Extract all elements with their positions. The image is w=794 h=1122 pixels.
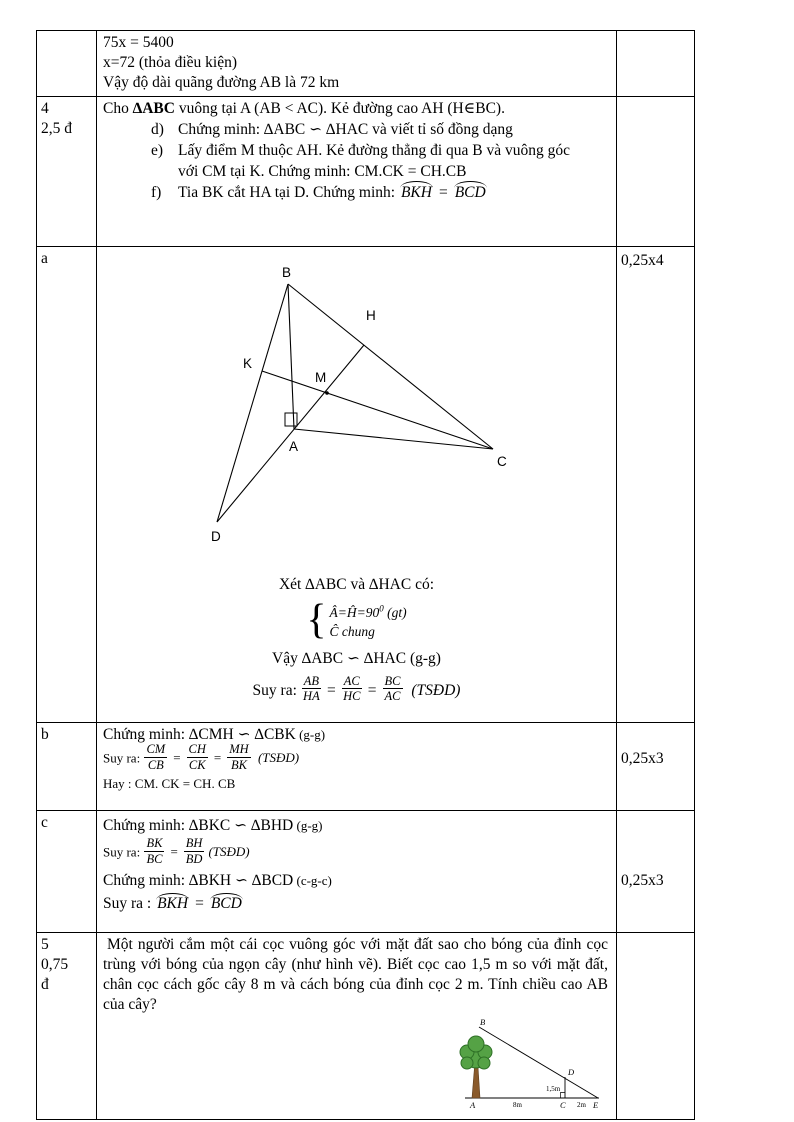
answer-key-table [36,30,695,1120]
label-b: B [282,265,292,280]
gg-note: (g-g) [293,818,323,833]
equals-sign: = [213,750,222,766]
canopy-blob [461,1057,473,1069]
label-dist-2m: 2m [577,1101,586,1109]
label-c: C [497,454,507,469]
score-value: 0,25x3 [621,872,664,889]
question5-text: Một người cắm một cái cọc vuông góc với mặt đất sao cho bóng của đỉnh cọc trùng với bóng của ngọn cây (như hình vẽ). Biết cọc cao 1,5 m so với mặt đất, chân cọc cách gốc cây 8 m và cách bóng của đỉnh cọc 2 m. Tính chiều cao AB của cây? [103,936,608,1013]
gg-note: (g-g) [295,727,326,742]
label-h: H [366,308,376,323]
part-label: c [41,814,48,831]
item-d [151,119,610,140]
tsdd-note: (TSĐD) [257,750,300,766]
fraction [382,675,404,704]
cell-question5-number [37,933,97,1120]
numerator: CM [146,742,166,756]
fraction [226,743,251,772]
question-points-unit: đ [41,976,49,993]
fraction [143,837,165,866]
question4-intro [103,99,610,119]
angle-bkh [155,894,190,914]
fraction [143,743,168,772]
item-d-label: d) [151,121,164,138]
label-m: M [315,370,327,385]
equals-sign: = [367,681,377,699]
angle-letters: BKH [157,895,189,912]
label-b: B [480,1017,486,1027]
angle-letters: BCD [454,184,486,201]
item-f-pre: Tia BK cắt HA tại D. Chứng minh: [178,184,399,201]
cell-part-a-score [617,247,695,723]
label-a: A [470,1100,476,1110]
triangle-hac: ∆HAC [363,649,407,667]
cell-part-b-score [617,723,695,811]
similar-symbol: ∽ [237,726,251,743]
score-value: 0,25x3 [621,750,664,767]
proof-line-1 [103,816,610,836]
angle-letters: BKH [400,184,432,201]
numerator: MH [229,742,249,756]
item-e-text: Lấy điểm M thuộc AH. Kẻ đường thẳng đi qua B và vuông góc với CM tại K. Chứng minh: CM.CK = CH.CB [178,142,570,180]
label-k: K [243,356,253,371]
equation-line: 75x = 5400 [103,34,174,51]
row-part-c [37,811,695,933]
conclusion-line: Vậy độ dài quãng đường AB là 72 km [103,74,340,91]
numerator: AC [343,673,360,688]
cell-part-a-content [97,247,617,723]
superscript-zero: 0 [379,603,384,613]
denominator: BK [231,757,247,772]
tsdd-note: (TSĐD) [208,844,250,860]
item-f-label: f) [151,184,162,201]
suyra-prefix: Suy ra: [252,681,301,699]
tree-canopy [460,1036,492,1069]
numerator: BH [185,836,203,850]
item-d-text [178,119,570,140]
row-part-a [37,247,695,723]
numerator: BC [384,673,401,688]
vay-line [103,649,610,669]
canopy-blob [478,1057,490,1069]
triangle-hac: ∆HAC [326,121,369,138]
equals-sign: = [173,750,181,766]
label-d: D [211,529,221,544]
canopy-blob [468,1036,484,1052]
suyra-line [103,673,610,706]
label-a: A [289,439,299,454]
item-d-pre: Chứng minh: [178,121,264,138]
right-angle-marker [561,1093,566,1099]
question-points: 2,5 đ [41,120,72,137]
triangle-bhd: ∆BHD [251,817,294,834]
item-e [151,140,610,182]
cm-prefix: Chứng minh: [103,726,189,743]
label-e: E [593,1100,599,1110]
case-line-2: Ĉ chung [329,623,375,639]
cell-score-empty [617,933,695,1120]
row-part-b [37,723,695,811]
xet-mid: và [346,576,369,593]
line-bd [217,284,288,522]
ratio-line [103,742,610,774]
cell-part-b-content [97,723,617,811]
item-f-text [178,182,570,203]
cm-prefix: Chứng minh: [103,872,189,889]
cell-part-c-score [617,811,695,933]
conclusion-line: Hay : CM. CK = CH. CB [103,776,236,791]
cell-part-c-label [37,811,97,933]
cell-score-empty [617,97,695,247]
cell-question4-number [37,97,97,247]
triangle-bkc: ∆BKC [188,817,231,834]
line-bc [288,284,493,449]
cell-question5-content [97,933,617,1120]
angle-letters: BCD [210,895,242,912]
similar-symbol: ∽ [234,817,248,834]
cases-line [103,596,610,643]
xet-line [103,575,610,595]
denominator: HA [303,689,320,703]
equals-sign: = [327,681,336,699]
suyra-prefix: Suy ra: [103,750,144,766]
item-d-post: và viết tỉ số đồng dạng [368,121,513,138]
tree-shadow-figure [453,1017,603,1111]
cell-part-a-label [37,247,97,723]
question-number: 4 [41,100,49,117]
triangle-abc: ∆ABC [305,576,347,593]
triangle-figure [173,259,573,551]
system-of-conditions [306,596,407,643]
cases-body [327,599,407,641]
triangle-hac: ∆HAC [368,576,412,593]
row-question5 [37,933,695,1120]
fraction [183,837,206,866]
angle-bcd [209,894,244,914]
triangle-bkh: ∆BKH [188,872,232,889]
denominator: BC [146,851,163,866]
point-m-dot [325,391,329,395]
case-line-1 [330,605,407,620]
cell-score-empty [617,31,695,97]
angle-bcd [453,182,488,203]
tree-trunk [472,1067,480,1098]
suyra-prefix: Suy ra : [103,895,156,912]
xet-prefix: Xét [278,576,306,593]
label-c: C [560,1100,566,1110]
equals-sign: = [195,895,204,912]
similar-symbol: ∽ [346,649,360,667]
triangle-abc: ∆ABC [301,649,344,667]
row-question4 [37,97,695,247]
cell-part-b-label [37,723,97,811]
shadow-line-be [479,1027,598,1098]
cell-question4-statement [97,97,617,247]
angle-bkh [399,182,434,203]
label-dist-8m: 8m [513,1101,522,1109]
denominator: CB [147,757,164,772]
intro-rest: vuông tại A (AB < AC). Kẻ đường cao AH (H∈BC). [174,100,505,117]
right-angle-marker [285,413,297,426]
question-number: 5 [41,936,49,953]
triangle-cmh: ∆CMH [188,726,234,743]
cell-problem3-solution [97,31,617,97]
proof-line [103,725,610,745]
fraction [341,675,363,704]
part-label: b [41,726,49,743]
cell-part-c-content [97,811,617,933]
gg-note: (g-g) [406,649,441,667]
denominator: HC [343,689,361,703]
numerator: AB [303,673,320,688]
cgc-note: (c-g-c) [293,873,332,888]
gt-note: (gt) [383,604,407,620]
triangle-cbk: ∆CBK [254,726,296,743]
fraction [301,675,322,704]
label-d: D [568,1067,575,1077]
tsdd-note: (TSĐD) [411,681,461,699]
vay-prefix: Vậy [272,649,302,667]
denominator: AC [384,689,401,703]
triangle-abc: ∆ABC [263,121,306,138]
row-problem3-end [37,31,695,97]
denominator: CK [188,757,206,772]
part-label: a [41,250,48,267]
tree-figure-wrap [453,1017,610,1117]
cm-prefix: Chứng minh: [103,817,189,834]
geometry-figure-wrap [173,259,610,557]
xet-suffix: có: [411,576,435,593]
equals-sign: = [438,184,448,201]
fraction [186,743,209,772]
suyra-prefix: Suy ra: [103,844,144,860]
intro-prefix: Cho [103,100,133,117]
label-pole-height: 1,5m [546,1085,561,1093]
equals-sign: = [170,844,178,860]
similar-symbol: ∽ [235,872,249,889]
numerator: BK [146,836,163,850]
angle-conclusion-line [103,894,610,914]
ratio-line [103,836,610,868]
numerator: CH [188,742,206,756]
line-ab [288,284,294,429]
item-e-label: e) [151,142,164,159]
triangle-abc: ∆ABC [132,100,175,117]
left-brace: { [306,596,327,643]
angles-equal: Â=Ĥ=90 [329,604,380,620]
proof-line-2 [103,871,610,891]
cell-label-empty [37,31,97,97]
item-f [151,182,610,203]
triangle-bcd: ∆BCD [251,872,294,889]
score-value: 0,25x4 [621,252,664,269]
denominator: BD [185,851,203,866]
solution-line: x=72 (thỏa điều kiện) [103,54,237,71]
similar-symbol: ∽ [309,121,323,138]
question-points: 0,75 [41,956,69,973]
